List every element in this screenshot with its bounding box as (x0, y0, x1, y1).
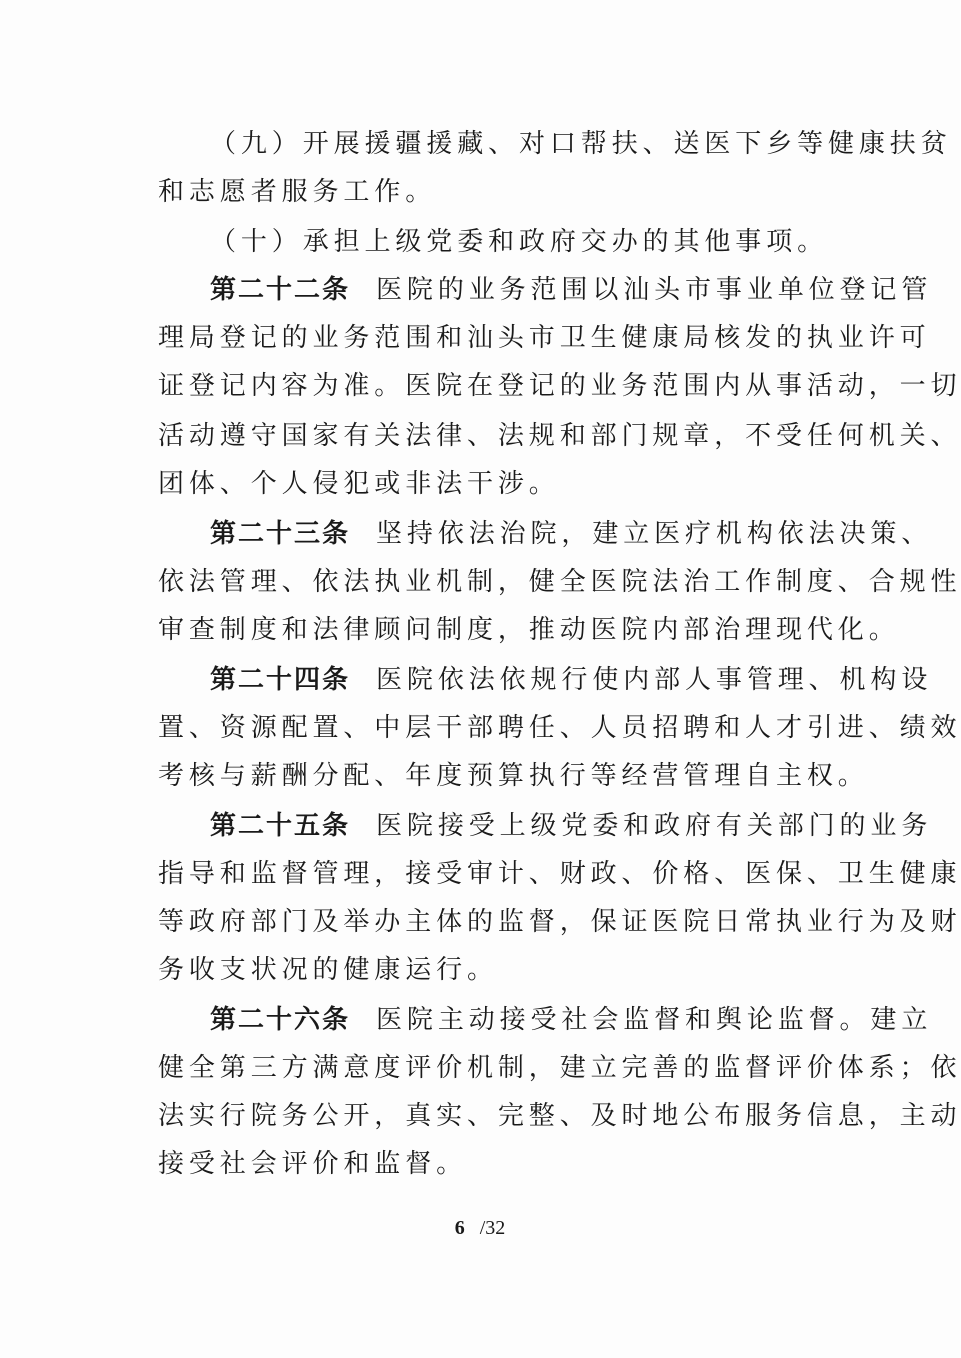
paragraph-line: 证登记内容为准。医院在登记的业务范围内从事活动，一切 (158, 371, 961, 401)
article-number: 第二十二条 (210, 275, 351, 305)
article-heading-line: 第二十四条 医院依法依规行使内部人事管理、机构设 (210, 665, 933, 695)
article-number: 第二十五条 (210, 811, 351, 841)
paragraph-line: 健全第三方满意度评价机制，建立完善的监督评价体系；依 (158, 1053, 961, 1083)
paragraph-line: 指导和监督管理，接受审计、财政、价格、医保、卫生健康 (158, 859, 961, 889)
article-heading-line: 第二十三条 坚持依法治院，建立医疗机构依法决策、 (210, 519, 933, 549)
paragraph-line: 接受社会评价和监督。 (158, 1149, 468, 1179)
paragraph-line: 审查制度和法律顾问制度，推动医院内部治理现代化。 (158, 615, 900, 645)
article-heading-line: 第二十六条 医院主动接受社会监督和舆论监督。建立 (210, 1005, 933, 1035)
paragraph-line: 和志愿者服务工作。 (158, 177, 437, 207)
page-number-separator: / (479, 1217, 486, 1239)
article-number: 第二十四条 (210, 665, 351, 695)
page-number-current: 6 (454, 1217, 465, 1239)
paragraph-line: 考核与薪酬分配、年度预算执行等经营管理自主权。 (158, 761, 869, 791)
paragraph-line: 理局登记的业务范围和汕头市卫生健康局核发的执业许可 (158, 323, 931, 353)
article-number: 第二十三条 (210, 519, 351, 549)
paragraph-line: 依法管理、依法执业机制，健全医院法治工作制度、合规性 (158, 567, 961, 597)
paragraph-line: 务收支状况的健康运行。 (158, 955, 498, 985)
article-heading-line: 第二十五条 医院接受上级党委和政府有关部门的业务 (210, 811, 933, 841)
paragraph-line: （十）承担上级党委和政府交办的其他事项。 (210, 227, 829, 257)
paragraph-line: 活动遵守国家有关法律、法规和部门规章，不受任何机关、 (158, 421, 961, 451)
paragraph-line: 等政府部门及举办主体的监督，保证医院日常执业行为及财 (158, 907, 961, 937)
paragraph-line: 团体、个人侵犯或非法干涉。 (158, 469, 560, 499)
page-number (0, 1216, 960, 1240)
paragraph-line: （九）开展援疆援藏、对口帮扶、送医下乡等健康扶贫 (210, 129, 952, 159)
article-heading-line: 第二十二条 医院的业务范围以汕头市事业单位登记管 (210, 275, 933, 305)
page-number-total: 32 (485, 1217, 506, 1239)
paragraph-line: 置、资源配置、中层干部聘任、人员招聘和人才引进、绩效 (158, 713, 961, 743)
article-number: 第二十六条 (210, 1005, 351, 1035)
paragraph-line: 法实行院务公开，真实、完整、及时地公布服务信息，主动 (158, 1101, 961, 1131)
